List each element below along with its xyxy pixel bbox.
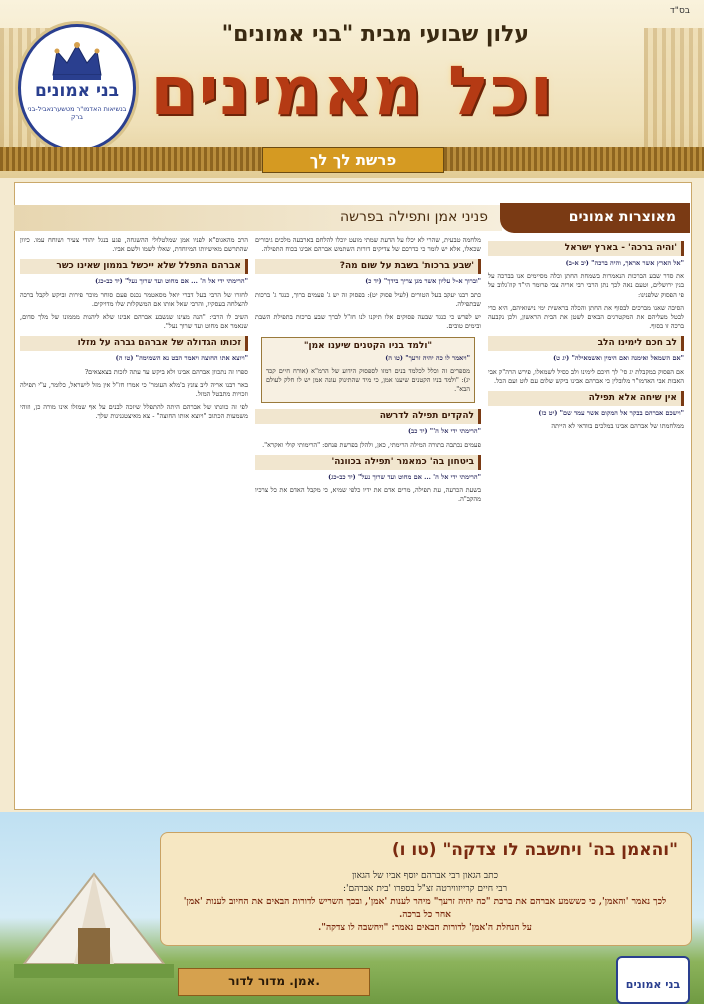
section-banner-left-label: פניני אמן ותפילה בפרשה xyxy=(339,209,488,225)
section-heading: 'והיה ברכה' - בארץ ישראל xyxy=(488,241,684,256)
paragraph: כתב רבנו יעקב בעל הטורים (לעיל פסוק יט): בפסוק זה יש ג' פעמים ברוך, כנגד ג' ברכות שבתפילה. xyxy=(255,290,481,308)
paragraph: פעמים נכתבה בתורה המילה הרימתי, כאן, ולהלן בפרשת פנחס: "הרימותי קולי ואקרא". xyxy=(262,440,481,449)
paragraph: את סדר שבע הברכות הנאמרות בשמחת החתן וכלה מסיימים אנו בברכה על בנין ירושלים, וטעם נאה לכך נתן הרבי רבי אריה צבי פרומר הי"ד קוז'גלוב על פי הפסוק שלפנינו: xyxy=(488,272,684,299)
section-heading: לב חכם לימינו הלב xyxy=(488,336,684,351)
footer-logo xyxy=(616,956,690,1004)
section-heading: אין שיחה אלא תפילה xyxy=(488,391,684,406)
section-heading: זכותו הגדולה של אברהם גברה על מזלו xyxy=(20,336,248,351)
column-middle xyxy=(255,236,481,802)
paragraph: באר רבנו אריה ליב צונץ ב'מלא העומר' כי אמרו חז"ל אין מזל לישראל, כלומר, ע"י תפילה וזכויות מתבטל המזל. xyxy=(20,380,248,399)
verse-quote: "אם השמאל ואימנה ואם הימין ואשמאילה" (יג ט) xyxy=(553,354,684,363)
boxed-quote-title: "ולמד בניו הקטנים שיענו אמן" xyxy=(303,341,433,352)
paragraph: ממלחמתו של אברהם אבינו במלכים בוודאי לא הייתה xyxy=(551,422,684,431)
tent-icon xyxy=(14,868,174,978)
bnei-emunim-logo xyxy=(18,24,136,152)
footer-body xyxy=(180,870,670,935)
paragraph: לחזרו של הרבי בעל דברי יואל מסאטמר נכנס פעם סוחר מוכר פירות וביקש לקבל ברכה להצלחה בעסקיו, והרבי שאל אותו אם המשקלות שלו מדויקים. xyxy=(20,290,248,308)
main-title: וכל מאמינים xyxy=(150,52,554,131)
bsd-mark: בס"ד xyxy=(669,6,690,16)
footer-line: על הנחלת ה'אמן' לדורות הבאים נאמר: "ויחשבה לו צדקה". xyxy=(318,923,532,933)
paragraph: הרב מהאגוס"א לפניו אמן שמלטלולי ההשגחה, פגע בנגל יהודי צעיר ושוחח עמו. כיוון שהתרשם מאישיותו המיוחדת, שאלו לשמו ולשם אביו. xyxy=(20,236,248,254)
footer-line: רבי חיים קרייזווירטה זצ"ל בספרו 'בית אברהם': xyxy=(343,884,507,894)
section-heading: 'שבע ברכות' בשבת על שום מה? xyxy=(255,259,481,274)
verse-quote: "הרימתי ידי אל ה' ... אם מחוט ועד שרוך נעל" (יד כב-כג) xyxy=(328,472,481,481)
section-heading: אברהם התפלל שלא ייכשל בממון שאינו כשר xyxy=(20,259,248,274)
footer-ribbon-label: אמן. מדור לדור. xyxy=(228,974,320,988)
verse-quote: "ויאמר לו כה יהיה זרעך" (טו ה) xyxy=(385,353,470,362)
paragraph: הסיבה שאנו מברכים לבסוף את החתן והכלה בראשית ימי נישואיהם, היא כדי לבטל מעליהם את המקטרגים הבאים לשטן את הבית הראשון, ולכן נקבעה ברכה זו בסוף. xyxy=(488,303,684,331)
section-banner-right xyxy=(500,203,690,233)
paragraph: לפי זה כוונתו של אברהם היתה להתפלל שיזכה לבנים על אף שמזלו אינו מורה כן, וזוהי משמעות הכתוב "ויוצא אותו החוצה" - צא מאיצטגנינות שלך. xyxy=(20,403,248,421)
paragraph: מספרים זה וכלל לכלמד בנים רמזו לספסוק הידוע של הרמ"א (אורח חיים קכד יג): "ולמד בניו הקטנים שיענו אמן, כי מיד שהתינוק עונה אמן יש לו חלק לעולם הבא". xyxy=(266,366,470,394)
section-banner-left xyxy=(14,205,502,231)
footer-line: לכך נאמר 'והאמן', כי כששמע אברהם את ברכת "כה יהיה זרעך" מיהר לענות 'אמן', ובכך השריש לדורות הבאים את החיוב לענות 'אמן' אחר כל ברכה. xyxy=(183,897,667,920)
column-left xyxy=(20,236,248,802)
verse-quote: "ויוצא אתו החוצה ויאמר הבט נא השמימה" (טו ה) xyxy=(115,354,248,363)
section-banner-right-label: מאוצרות אמונים xyxy=(568,209,676,225)
parasha-label: פרשת לך לך xyxy=(262,147,444,173)
section-heading: ביטחון בה' כמאמר 'תפילה בכוונה' xyxy=(255,455,481,470)
paragraph: בשעת הכרעה, עת תפילה, מרים אדם את ידיו כלפי שמיא, כי מקבל האדם את כל צרכיו מהקב"ה. xyxy=(255,486,481,504)
section-heading: להקדים תפילה לדרשה xyxy=(255,409,481,424)
paragraph: השיב לו הרבי: "הנה מצינו שנשבע אברהם אבינו שלא ליהנות מממונו של מלך סדום, שנאמר אם מחוט ועד שרוך נעל". xyxy=(20,313,248,331)
footer-title: "והאמן בה' ויחשבה לו צדקה" (טו ו) xyxy=(391,840,678,860)
verse-quote: "וברוך א-ל עליון אשר מגן צריך בידך" (יד כ) xyxy=(365,277,481,286)
header-subtitle: עלון שבועי מבית "בני אמונים" xyxy=(221,22,529,47)
verse-quote: "אל הארץ אשר אראך, והיה ברכה" (יב א-ב) xyxy=(565,259,684,267)
paragraph: אם הפסוק במקבלת יג סי' לך חיכם לימינו ולב כסיל לשמאלו, פירש הרה"ק אבי האבות אבי האדמו"ר מלובלין כי אברהם אבינו ביקש שלום עם לוט ועם הכל. xyxy=(488,367,684,385)
paragraph: יש לפרש כי כנגד שבעה פסוקים אלו תיקנו לנו חז"ל לברך שבע ברכות בתפילת השבת ובימים טובים. xyxy=(255,313,481,331)
crown-icon xyxy=(49,41,105,81)
paragraph: ספרו זה נתכוון אברהם אבינו ולא ביקש עד עתה לזכות בצאצאים? xyxy=(84,367,248,376)
boxed-quote xyxy=(261,337,475,403)
footer-logo-label: בני אמונים xyxy=(625,978,681,991)
verse-quote: "הרימתי ידי אל ה'" (יד כב) xyxy=(407,427,481,436)
logo-title: בני אמונים xyxy=(34,81,120,101)
logo-subtitle: בנשיאות האדמו"ר מטשערנאביל-בני ברק xyxy=(27,105,127,121)
column-right xyxy=(488,236,684,802)
verse-quote: "וישכם אברהם בבקר אל המקום אשר עמד שם" (יט כז) xyxy=(538,409,684,418)
paragraph: מלחמה טבעית, שהרי לא יכלו על הדעת שמתי מועט יוכלו להלחם בארבעה מלכים גיבורים שכאלו, אלא יש לומר כי כדרכם של צדיקים דורות השתמש אברהם אבינו בכוח התפילה. xyxy=(255,236,481,254)
verse-quote: "הרימתי ידי אל ה' ... אם מחוט ועד שרוך נעל" (יד כב-כג) xyxy=(95,277,248,286)
footer-line: כתב הגאון רבי אברהם יוסף אביו של הגאון xyxy=(351,871,499,881)
footer-ribbon xyxy=(178,968,370,996)
